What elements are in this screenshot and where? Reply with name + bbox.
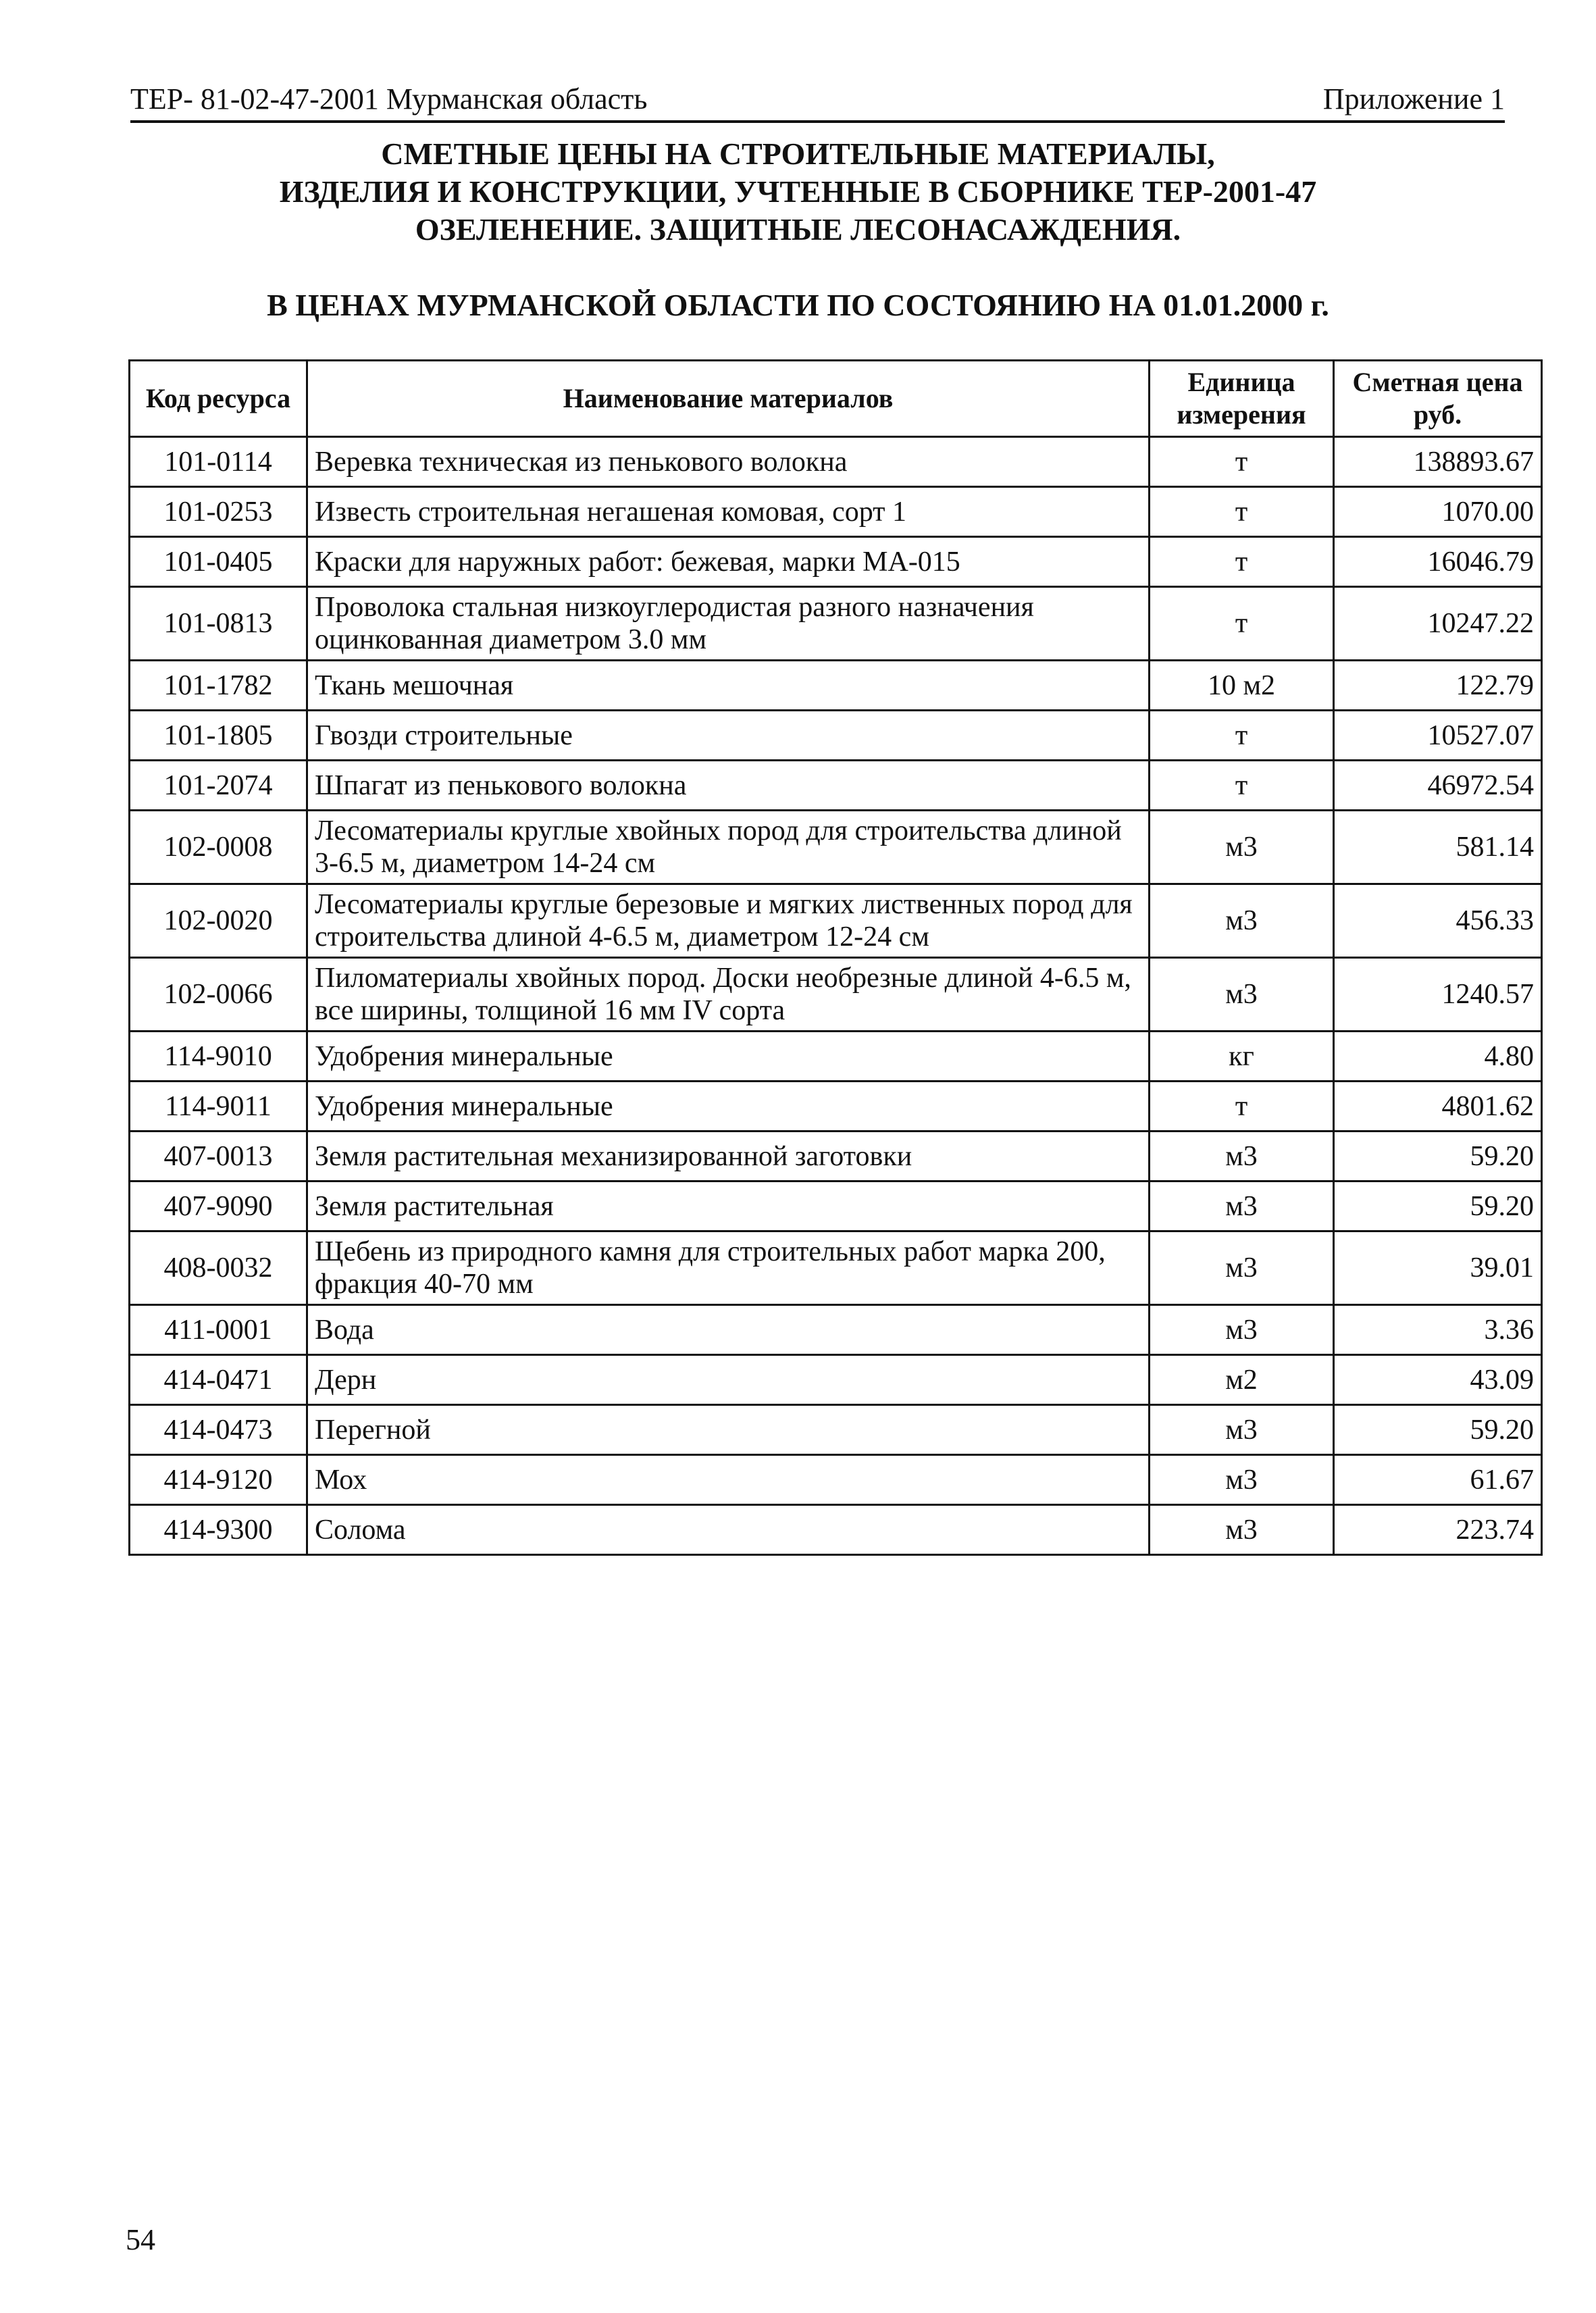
table-row [130, 1305, 1542, 1355]
cell-price: 43.09 [1334, 1355, 1542, 1405]
cell-code: 411-0001 [130, 1305, 307, 1355]
cell-price: 223.74 [1334, 1505, 1542, 1555]
cell-name: Лесоматериалы круглые березовые и мягких лиственных пород для строительства длиной 4-6.5 м, диаметром 12-24 см [307, 884, 1150, 958]
cell-code: 114-9010 [130, 1032, 307, 1082]
cell-price: 46972.54 [1334, 761, 1542, 811]
document-subtitle: В ЦЕНАХ МУРМАНСКОЙ ОБЛАСТИ ПО СОСТОЯНИЮ НА 01.01.2000 г. [267, 288, 1329, 322]
cell-unit: м3 [1150, 1305, 1334, 1355]
appendix-label: Приложение 1 [1322, 82, 1505, 116]
cell-price: 138893.67 [1334, 437, 1542, 487]
cell-name: Лесоматериалы круглые хвойных пород для строительства длиной 3-6.5 м, диаметром 14-24 см [307, 811, 1150, 884]
table-row [130, 761, 1542, 811]
cell-price: 61.67 [1334, 1455, 1542, 1505]
cell-code: 101-0253 [130, 487, 307, 537]
cell-code: 101-0114 [130, 437, 307, 487]
cell-name: Мох [307, 1455, 1150, 1505]
cell-price: 39.01 [1334, 1231, 1542, 1305]
cell-unit: м3 [1150, 1231, 1334, 1305]
table-row [130, 1132, 1542, 1181]
table-row [130, 537, 1542, 587]
cell-unit: м3 [1150, 1455, 1334, 1505]
cell-name: Гвозди строительные [307, 711, 1150, 761]
cell-code: 114-9011 [130, 1082, 307, 1132]
cell-price: 59.20 [1334, 1181, 1542, 1231]
cell-price: 122.79 [1334, 661, 1542, 711]
cell-unit: т [1150, 537, 1334, 587]
title-line: ОЗЕЛЕНЕНИЕ. ЗАЩИТНЫЕ ЛЕСОНАСАЖДЕНИЯ. [415, 212, 1181, 247]
table-row [130, 1032, 1542, 1082]
document-code: ТЕР- 81-02-47-2001 Мурманская область [130, 82, 648, 116]
cell-code: 414-0473 [130, 1405, 307, 1455]
cell-unit: т [1150, 487, 1334, 537]
cell-unit: м3 [1150, 958, 1334, 1032]
cell-unit: т [1150, 761, 1334, 811]
cell-price: 59.20 [1334, 1132, 1542, 1181]
table-row [130, 884, 1542, 958]
table-row [130, 711, 1542, 761]
cell-code: 407-0013 [130, 1132, 307, 1181]
cell-name: Земля растительная механизированной заготовки [307, 1132, 1150, 1181]
table-row [130, 1405, 1542, 1455]
cell-unit: м3 [1150, 811, 1334, 884]
cell-name: Известь строительная негашеная комовая, сорт 1 [307, 487, 1150, 537]
cell-code: 408-0032 [130, 1231, 307, 1305]
cell-unit: м3 [1150, 1505, 1334, 1555]
table-row [130, 1455, 1542, 1505]
table-row [130, 1505, 1542, 1555]
table-row [130, 958, 1542, 1032]
cell-name: Солома [307, 1505, 1150, 1555]
cell-name: Удобрения минеральные [307, 1032, 1150, 1082]
cell-unit: т [1150, 587, 1334, 661]
cell-name: Удобрения минеральные [307, 1082, 1150, 1132]
cell-name: Дерн [307, 1355, 1150, 1405]
cell-price: 1240.57 [1334, 958, 1542, 1032]
cell-unit: т [1150, 1082, 1334, 1132]
cell-price: 3.36 [1334, 1305, 1542, 1355]
cell-code: 101-1805 [130, 711, 307, 761]
cell-unit: 10 м2 [1150, 661, 1334, 711]
column-header-unit: Единица измерения [1150, 361, 1334, 437]
running-header [130, 76, 1505, 123]
table-row [130, 1181, 1542, 1231]
cell-name: Ткань мешочная [307, 661, 1150, 711]
cell-code: 407-9090 [130, 1181, 307, 1231]
cell-name: Вода [307, 1305, 1150, 1355]
cell-code: 414-0471 [130, 1355, 307, 1405]
cell-code: 414-9300 [130, 1505, 307, 1555]
cell-unit: т [1150, 437, 1334, 487]
cell-price: 59.20 [1334, 1405, 1542, 1455]
table-row [130, 661, 1542, 711]
cell-price: 10527.07 [1334, 711, 1542, 761]
cell-name: Щебень из природного камня для строительных работ марка 200, фракция 40-70 мм [307, 1231, 1150, 1305]
column-header-code: Код ресурса [130, 361, 307, 437]
table-header-row [130, 361, 1542, 437]
cell-code: 414-9120 [130, 1455, 307, 1505]
table-row [130, 587, 1542, 661]
cell-price: 4.80 [1334, 1032, 1542, 1082]
cell-price: 4801.62 [1334, 1082, 1542, 1132]
cell-unit: т [1150, 711, 1334, 761]
table-row [130, 1231, 1542, 1305]
cell-price: 581.14 [1334, 811, 1542, 884]
cell-unit: м3 [1150, 1181, 1334, 1231]
cell-code: 101-0813 [130, 587, 307, 661]
cell-code: 102-0020 [130, 884, 307, 958]
cell-name: Веревка техническая из пенькового волокна [307, 437, 1150, 487]
cell-unit: м3 [1150, 884, 1334, 958]
table-row [130, 1082, 1542, 1132]
cell-price: 10247.22 [1334, 587, 1542, 661]
table-row [130, 811, 1542, 884]
cell-price: 16046.79 [1334, 537, 1542, 587]
cell-code: 101-1782 [130, 661, 307, 711]
table-row [130, 487, 1542, 537]
cell-unit: кг [1150, 1032, 1334, 1082]
cell-code: 102-0066 [130, 958, 307, 1032]
page-number: 54 [126, 2223, 155, 2256]
table-row [130, 1355, 1542, 1405]
cell-price: 1070.00 [1334, 487, 1542, 537]
table-row [130, 437, 1542, 487]
title-line: ИЗДЕЛИЯ И КОНСТРУКЦИИ, УЧТЕННЫЕ В СБОРНИКЕ ТЕР-2001-47 [279, 174, 1317, 209]
cell-code: 101-0405 [130, 537, 307, 587]
materials-price-table [128, 359, 1543, 1556]
cell-price: 456.33 [1334, 884, 1542, 958]
cell-name: Шпагат из пенькового волокна [307, 761, 1150, 811]
cell-code: 101-2074 [130, 761, 307, 811]
title-line: СМЕТНЫЕ ЦЕНЫ НА СТРОИТЕЛЬНЫЕ МАТЕРИАЛЫ, [381, 136, 1215, 171]
cell-name: Земля растительная [307, 1181, 1150, 1231]
cell-unit: м2 [1150, 1355, 1334, 1405]
column-header-name: Наименование материалов [307, 361, 1150, 437]
cell-name: Перегной [307, 1405, 1150, 1455]
column-header-price: Сметная цена руб. [1334, 361, 1542, 437]
cell-name: Пиломатериалы хвойных пород. Доски необрезные длиной 4-6.5 м, все ширины, толщиной 16 мм IV сорта [307, 958, 1150, 1032]
cell-unit: м3 [1150, 1132, 1334, 1181]
cell-name: Проволока стальная низкоуглеродистая разного назначения оцинкованная диаметром 3.0 мм [307, 587, 1150, 661]
cell-unit: м3 [1150, 1405, 1334, 1455]
cell-name: Краски для наружных работ: бежевая, марки МА-015 [307, 537, 1150, 587]
document-title [0, 135, 1596, 249]
cell-code: 102-0008 [130, 811, 307, 884]
